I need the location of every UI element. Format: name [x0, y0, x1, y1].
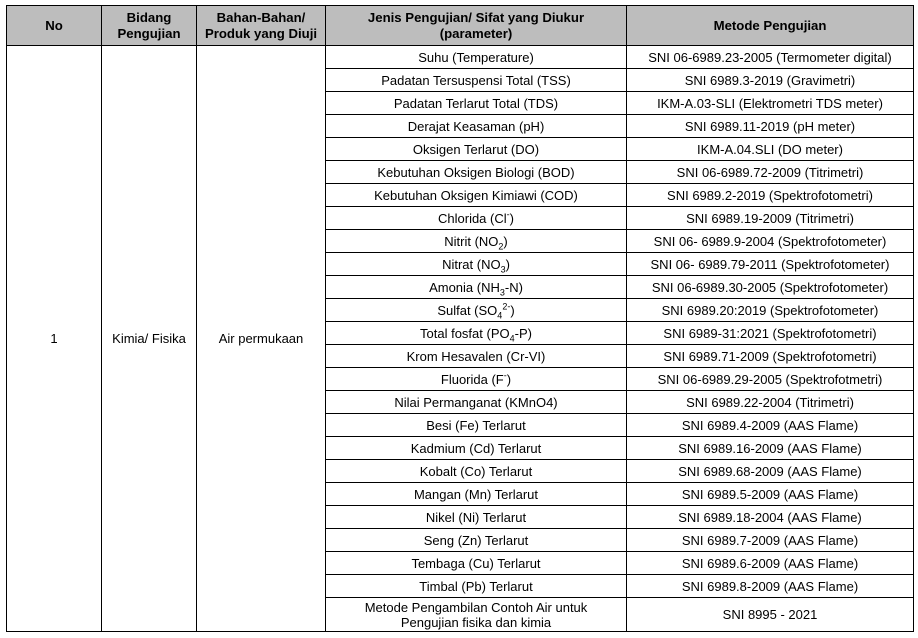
parameter-cell: Nitrat $(NO_3)$ — [326, 253, 627, 276]
test-methods-table — [6, 5, 914, 632]
method-cell: SNI 6989.68-2009 (AAS Flame) — [627, 460, 914, 483]
parameter-cell: Oksigen Terlarut (DO) — [326, 138, 627, 161]
method-cell: SNI 06-6989.72-2009 (Titrimetri) — [627, 161, 914, 184]
parameter-cell: Tembaga (Cu) Terlarut — [326, 552, 627, 575]
method-cell: IKM-A.04.SLI (DO meter) — [627, 138, 914, 161]
method-cell: SNI 6989.22-2004 (Titrimetri) — [627, 391, 914, 414]
table-row — [7, 46, 914, 69]
parameter-cell: Fluorida (F-) — [326, 368, 627, 391]
group-bahan: Air permukaan — [197, 46, 326, 632]
header-bidang-line-1: Bidang — [126, 9, 172, 25]
method-cell: SNI 6989.19-2009 (Titrimetri) — [627, 207, 914, 230]
parameter-cell: Seng (Zn) Terlarut — [326, 529, 627, 552]
parameter-cell: Total fosfat $(PO_4-P)$ — [326, 322, 627, 345]
parameter-cell: Kadmium (Cd) Terlarut — [326, 437, 627, 460]
method-cell: SNI 06- 6989.79-2011 (Spektrofotometer) — [627, 253, 914, 276]
method-cell: SNI 6989.18-2004 (AAS Flame) — [627, 506, 914, 529]
parameter-line: Metode Pengambilan Contoh Air untuk — [364, 599, 588, 615]
method-cell: SNI 6989.7-2009 (AAS Flame) — [627, 529, 914, 552]
parameter-cell: Kebutuhan Oksigen Kimiawi (COD) — [326, 184, 627, 207]
method-cell: SNI 6989.11-2019 (pH meter) — [627, 115, 914, 138]
method-cell: SNI 6989.8-2009 (AAS Flame) — [627, 575, 914, 598]
header-jenis-line-1: Jenis Pengujian/ Sifat yang Diukur — [367, 9, 585, 25]
parameter-line: Pengujian fisika dan kimia — [400, 614, 552, 630]
method-cell: SNI 06-6989.23-2005 (Termometer digital) — [627, 46, 914, 69]
table-header-row — [7, 6, 914, 46]
method-cell: SNI 6989.2-2019 (Spektrofotometri) — [627, 184, 914, 207]
parameter-cell: Amonia $(NH_3-N)$ — [326, 276, 627, 299]
parameter-cell: Kebutuhan Oksigen Biologi (BOD) — [326, 161, 627, 184]
method-cell: IKM-A.03-SLI (Elektrometri TDS meter) — [627, 92, 914, 115]
method-cell: SNI 06-6989.29-2005 (Spektrofotmetri) — [627, 368, 914, 391]
method-cell: SNI 6989.6-2009 (AAS Flame) — [627, 552, 914, 575]
parameter-cell: Timbal (Pb) Terlarut — [326, 575, 627, 598]
parameter-cell: Krom Hesavalen (Cr-VI) — [326, 345, 627, 368]
parameter-cell: Mangan (Mn) Terlarut — [326, 483, 627, 506]
parameter-cell: Sulfat $(SO_4^{2-})$ — [326, 299, 627, 322]
method-cell: SNI 06- 6989.9-2004 (Spektrofotometer) — [627, 230, 914, 253]
method-cell: SNI 6989.3-2019 (Gravimetri) — [627, 69, 914, 92]
method-cell: SNI 06-6989.30-2005 (Spektrofotometer) — [627, 276, 914, 299]
parameter-cell: Nilai Permanganat (KMnO4) — [326, 391, 627, 414]
parameter-cell: Nikel (Ni) Terlarut — [326, 506, 627, 529]
header-bahan — [197, 6, 326, 46]
header-bahan-line-1: Bahan-Bahan/ — [216, 9, 306, 25]
header-bidang — [102, 6, 197, 46]
parameter-cell: Padatan Tersuspensi Total (TSS) — [326, 69, 627, 92]
parameter-cell: Padatan Terlarut Total (TDS) — [326, 92, 627, 115]
method-cell: SNI 6989.20:2019 (Spektrofotometer) — [627, 299, 914, 322]
method-cell: SNI 6989.4-2009 (AAS Flame) — [627, 414, 914, 437]
method-cell: SNI 6989-31:2021 (Spektrofotometri) — [627, 322, 914, 345]
parameter-cell: Nitrit $(NO_2)$ — [326, 230, 627, 253]
method-cell: SNI 6989.71-2009 (Spektrofotometri) — [627, 345, 914, 368]
parameter-cell: Derajat Keasaman (pH) — [326, 115, 627, 138]
group-bidang: Kimia/ Fisika — [102, 46, 197, 632]
header-bidang-line-2: Pengujian — [117, 25, 181, 41]
method-cell: SNI 6989.5-2009 (AAS Flame) — [627, 483, 914, 506]
parameter-cell: Chlorida (Cl-) — [326, 207, 627, 230]
header-jenis — [326, 6, 627, 46]
parameter-cell: Suhu (Temperature) — [326, 46, 627, 69]
method-cell: SNI 6989.16-2009 (AAS Flame) — [627, 437, 914, 460]
parameter-cell: Kobalt (Co) Terlarut — [326, 460, 627, 483]
header-bahan-line-2: Produk yang Diuji — [204, 25, 318, 41]
parameter-cell — [326, 598, 627, 632]
header-no: No — [7, 6, 102, 46]
group-no: 1 — [7, 46, 102, 632]
method-cell: SNI 8995 - 2021 — [627, 598, 914, 632]
header-metode: Metode Pengujian — [627, 6, 914, 46]
header-jenis-line-2: (parameter) — [439, 25, 513, 41]
table-body — [7, 46, 914, 632]
parameter-cell: Besi (Fe) Terlarut — [326, 414, 627, 437]
